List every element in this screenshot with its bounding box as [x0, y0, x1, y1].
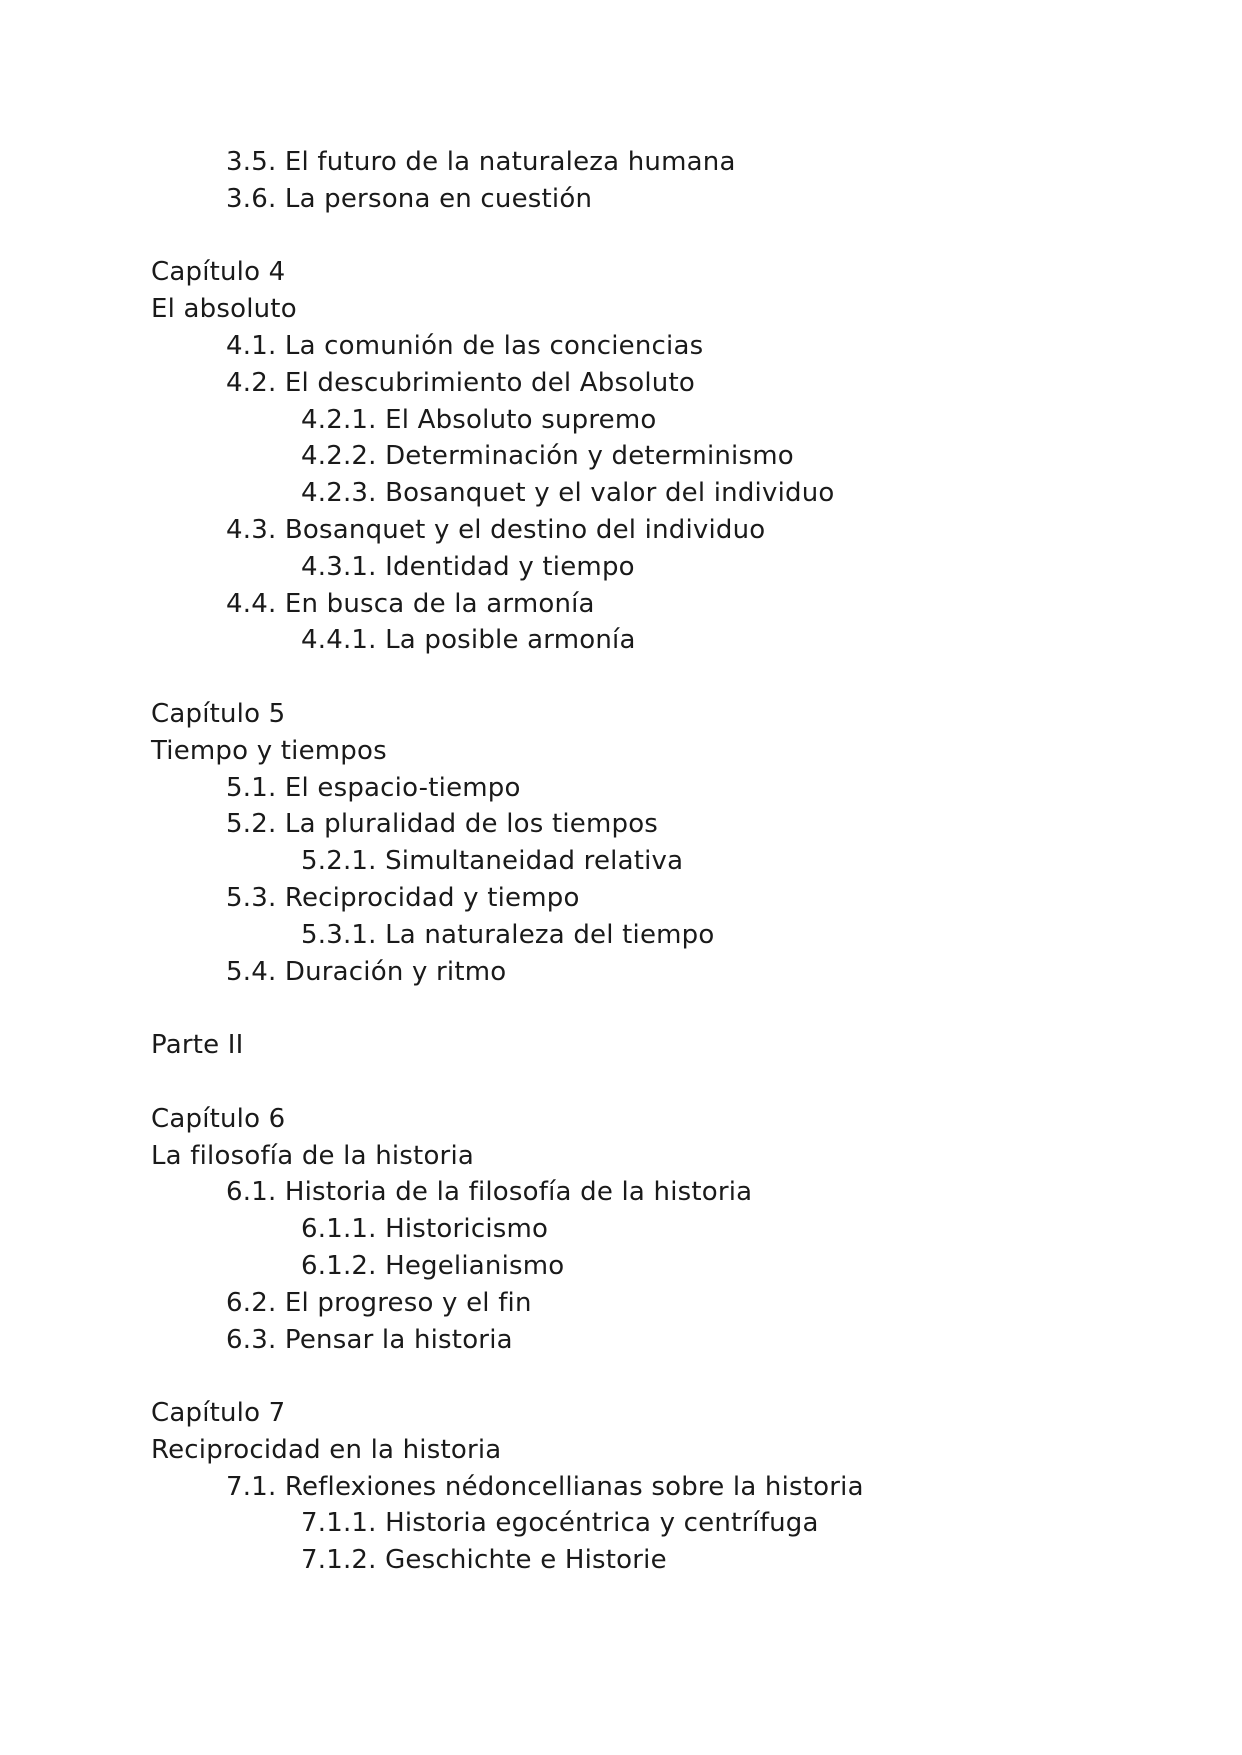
blank-spacer	[151, 218, 1182, 255]
blank-spacer	[151, 1358, 1182, 1395]
toc-section: 5.1. El espacio-tiempo	[226, 772, 521, 803]
toc-section: 4.3. Bosanquet y el destino del individuo	[226, 514, 766, 545]
toc-section: 5.2. La pluralidad de los tiempos	[226, 809, 659, 840]
toc-subsection: 7.1.2. Geschichte e Historie	[301, 1545, 667, 1576]
toc-section: 4.1. La comunión de las conciencias	[226, 330, 704, 361]
toc-heading: Capítulo 4	[151, 257, 286, 288]
toc-subsection: 4.2.1. El Absoluto supremo	[301, 404, 657, 435]
toc-heading: El absoluto	[151, 294, 297, 325]
toc-section: 5.3. Reciprocidad y tiempo	[226, 882, 580, 913]
toc-heading: La filosofía de la historia	[151, 1140, 474, 1171]
toc-section: 4.2. El descubrimiento del Absoluto	[226, 367, 695, 398]
toc-section: 4.4. En busca de la armonía	[226, 588, 595, 619]
toc-subsection: 5.3.1. La naturaleza del tiempo	[301, 919, 715, 950]
toc-heading: Tiempo y tiempos	[151, 735, 387, 766]
toc-heading: Capítulo 5	[151, 698, 286, 729]
toc-section: 6.2. El progreso y el fin	[226, 1287, 532, 1318]
toc-subsection: 5.2.1. Simultaneidad relativa	[301, 846, 684, 877]
toc-subsection: 4.2.2. Determinación y determinismo	[301, 441, 794, 472]
toc-subsection: 4.3.1. Identidad y tiempo	[301, 551, 635, 582]
toc-section: 6.3. Pensar la historia	[226, 1324, 513, 1355]
toc-subsection: 7.1.1. Historia egocéntrica y centrífuga	[301, 1508, 819, 1539]
toc-subsection: 6.1.2. Hegelianismo	[301, 1250, 565, 1281]
blank-spacer	[151, 659, 1182, 696]
toc-heading: Capítulo 7	[151, 1398, 286, 1429]
toc-section: 3.5. El futuro de la naturaleza humana	[226, 147, 736, 177]
toc-heading: Capítulo 6	[151, 1103, 286, 1134]
toc-heading: Reciprocidad en la historia	[151, 1434, 502, 1465]
blank-spacer	[151, 1064, 1182, 1101]
blank-spacer	[151, 990, 1182, 1027]
toc-section: 6.1. Historia de la filosofía de la historia	[226, 1177, 753, 1208]
toc-section: 3.6. La persona en cuestión	[226, 183, 593, 214]
toc-heading: Parte II	[151, 1030, 244, 1061]
toc-subsection: 4.2.3. Bosanquet y el valor del individuo	[301, 478, 835, 509]
table-of-contents	[151, 144, 1182, 1579]
toc-subsection: 6.1.1. Historicismo	[301, 1214, 549, 1245]
toc-section: 7.1. Reflexiones nédoncellianas sobre la historia	[226, 1471, 864, 1502]
toc-subsection: 4.4.1. La posible armonía	[301, 625, 636, 656]
toc-section: 5.4. Duración y ritmo	[226, 956, 507, 987]
